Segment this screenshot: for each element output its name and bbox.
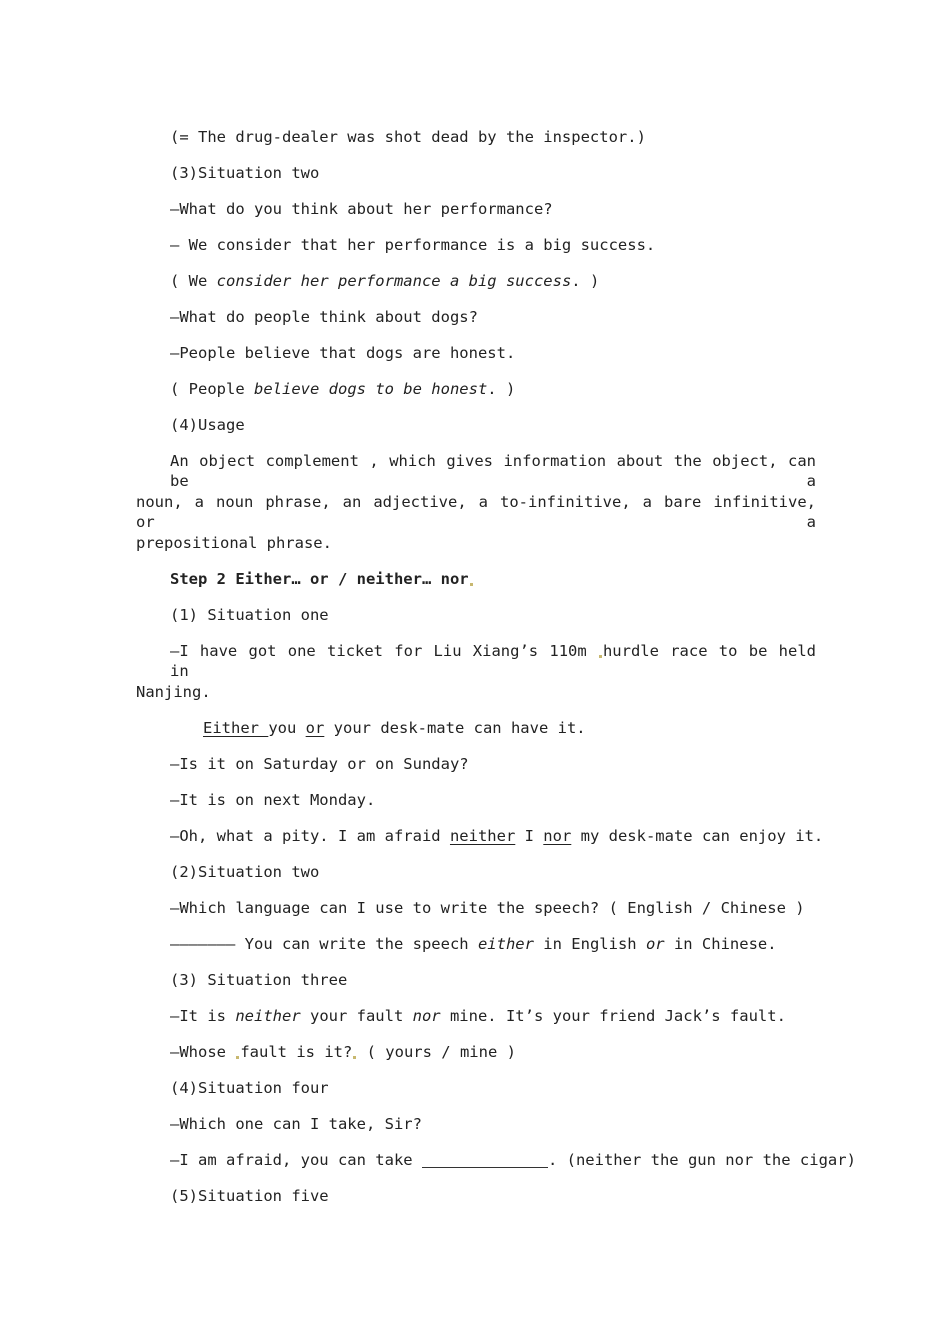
- underlined-span: Either: [203, 719, 269, 737]
- text-span: . ): [571, 272, 600, 290]
- text-span: —It is: [170, 1007, 236, 1025]
- text-line: —Is it on Saturday or on Sunday?: [170, 755, 469, 773]
- text-span: my desk-mate can enjoy it.: [571, 827, 824, 845]
- paragraph-line: An object complement , which gives information about the object, can be a: [170, 452, 816, 490]
- text-span: ( We: [170, 272, 217, 290]
- underlined-span: or: [305, 719, 325, 737]
- text-span: . (neither the gun nor the cigar): [547, 1151, 856, 1169]
- paragraph-line: prepositional phrase.: [136, 534, 332, 552]
- text-span: —I am afraid, you can take: [170, 1151, 422, 1169]
- section-heading: (4)Usage: [170, 416, 245, 434]
- text-span: —Oh, what a pity. I am afraid: [170, 827, 450, 845]
- section-heading: (1) Situation one: [170, 606, 329, 624]
- paragraph-line: [170, 641, 816, 681]
- section-heading: (2)Situation two: [170, 863, 320, 881]
- text-line: [170, 934, 777, 954]
- text-span: ( yours / mine ): [357, 1043, 516, 1061]
- section-heading: (3) Situation three: [170, 971, 348, 989]
- text-span: . ): [487, 380, 516, 398]
- text-span: —I have got one ticket for Liu Xiang’s 110m: [170, 642, 598, 660]
- text-span: your desk-mate can have it.: [324, 719, 586, 737]
- text-span: you: [268, 719, 306, 737]
- italic-span: or: [645, 935, 665, 953]
- text-span: —Whose: [170, 1043, 236, 1061]
- section-heading: (4)Situation four: [170, 1079, 329, 1097]
- text-span: mine. It’s your friend Jack’s fault.: [440, 1007, 786, 1025]
- section-heading: (3)Situation two: [170, 164, 320, 182]
- text-line: — We consider that her performance is a big success.: [170, 236, 656, 254]
- mark-dot: [470, 583, 473, 586]
- text-line: [170, 271, 599, 291]
- text-line: —Which one can I take, Sir?: [170, 1115, 422, 1133]
- text-span: hurdle race to be held in: [170, 642, 816, 680]
- text-line: (= The drug-dealer was shot dead by the inspector.): [170, 128, 646, 146]
- step-heading-text: Step 2 Either… or / neither… nor: [170, 570, 469, 588]
- text-span: in English: [533, 935, 646, 953]
- text-line: [170, 826, 823, 846]
- text-line: —It is on next Monday.: [170, 791, 376, 809]
- mark-dot: [599, 655, 602, 658]
- section-heading: (5)Situation five: [170, 1187, 329, 1205]
- italic-span: believe dogs to be honest: [254, 380, 488, 398]
- text-span: ——————— You can write the speech: [170, 935, 478, 953]
- text-span: fault is it?: [240, 1043, 353, 1061]
- text-line: [170, 379, 515, 399]
- text-line: [170, 1006, 786, 1026]
- text-span: in Chinese.: [664, 935, 777, 953]
- text-line: —What do people think about dogs?: [170, 308, 478, 326]
- italic-span: either: [477, 935, 534, 953]
- text-line: —Which language can I use to write the speech? ( English / Chinese ): [170, 899, 805, 917]
- text-span: I: [515, 827, 544, 845]
- italic-span: nor: [412, 1007, 441, 1025]
- text-line: [203, 718, 586, 738]
- italic-span: neither: [235, 1007, 301, 1025]
- mark-dot: [353, 1056, 356, 1059]
- text-span: ( People: [170, 380, 254, 398]
- paragraph-line: Nanjing.: [136, 683, 211, 701]
- text-line: —What do you think about her performance?: [170, 200, 553, 218]
- text-line: [170, 1150, 856, 1170]
- text-line: —People believe that dogs are honest.: [170, 344, 516, 362]
- paragraph-line: noun, a noun phrase, an adjective, a to-infinitive, a bare infinitive, or a: [136, 493, 816, 531]
- mark-dot: [236, 1056, 239, 1059]
- answer-blank: [422, 1153, 548, 1168]
- step-heading: [170, 569, 474, 589]
- text-line: [170, 1042, 516, 1062]
- text-span: your fault: [300, 1007, 413, 1025]
- underlined-span: nor: [543, 827, 572, 845]
- underlined-span: neither: [449, 827, 516, 845]
- italic-span: consider her performance a big success: [216, 272, 572, 290]
